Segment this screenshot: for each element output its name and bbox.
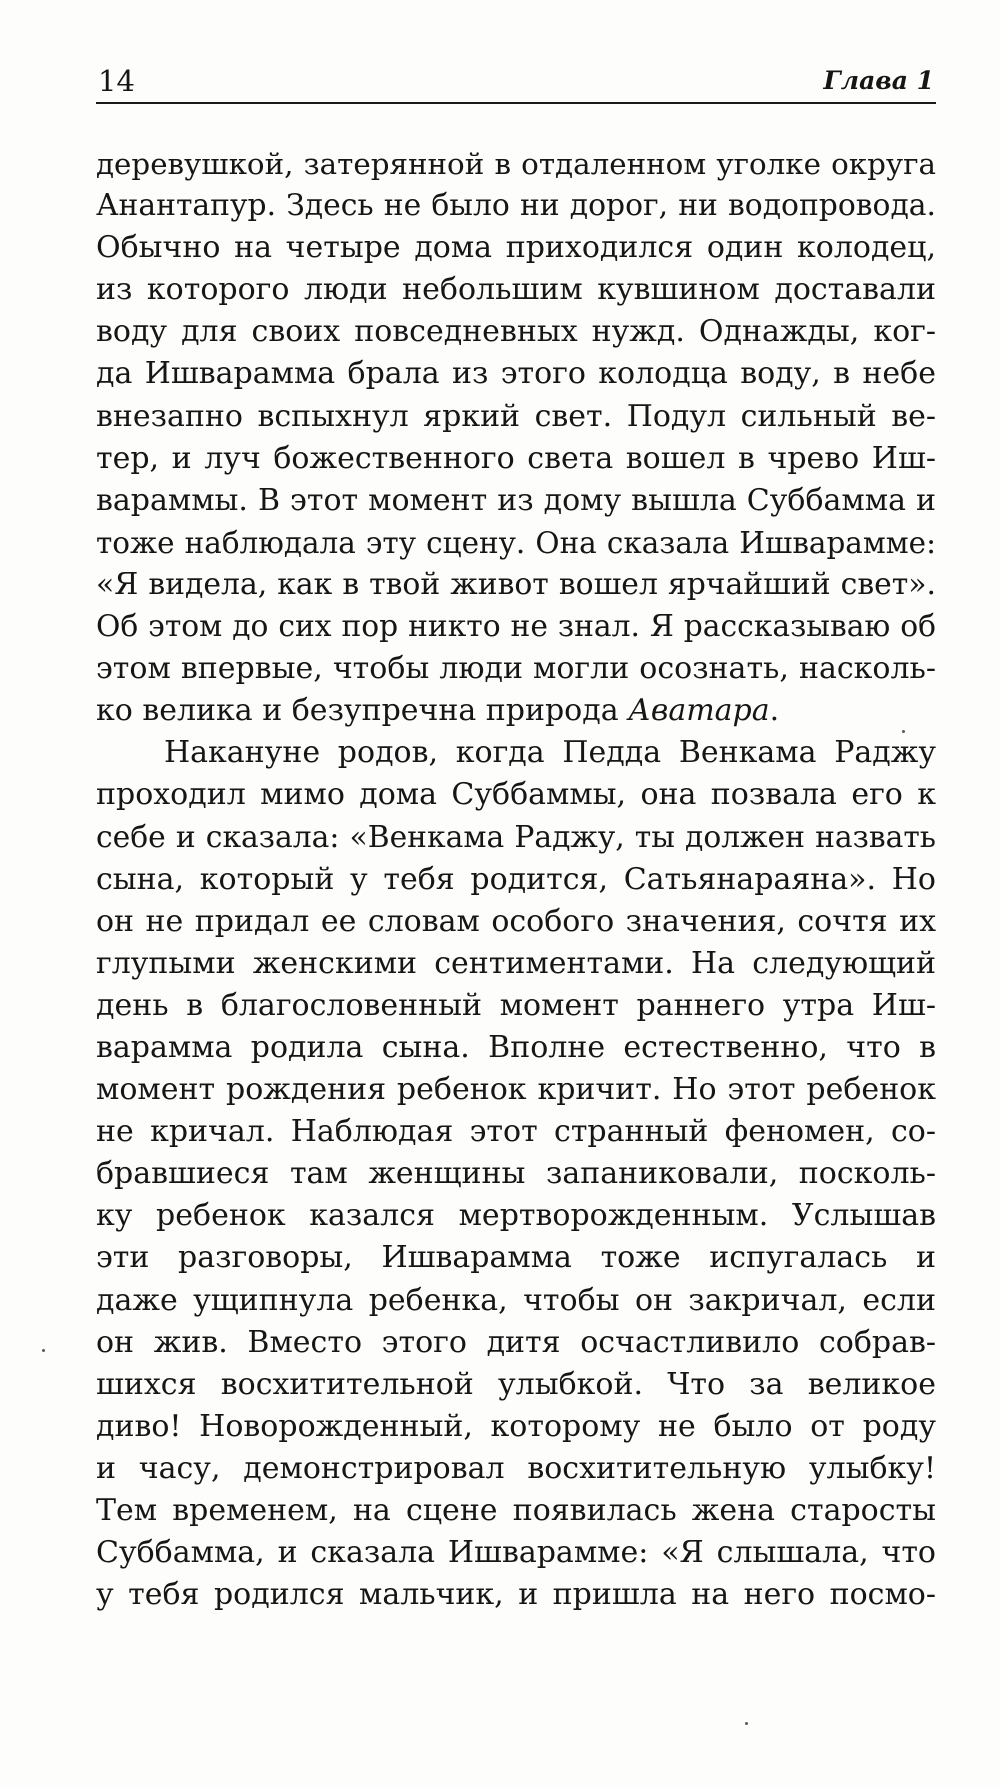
paragraph-1 bbox=[96, 143, 936, 732]
print-speck bbox=[902, 730, 905, 733]
text-line-last bbox=[96, 690, 936, 732]
paragraph-2 bbox=[96, 732, 936, 1616]
text-fragment: ко велика и безупречна природа bbox=[96, 693, 629, 729]
emphasis-word: Аватара bbox=[628, 693, 770, 729]
text-line: день в благословенный момент раннего утра Иш- bbox=[96, 987, 936, 1023]
text-line: из которого люди небольшим кувшином доставали bbox=[96, 272, 936, 308]
text-line: тер, и луч божественного света вошел в чрево Иш- bbox=[96, 440, 936, 476]
text-line: тоже наблюдала эту сцену. Она сказала Ишварамме: bbox=[96, 525, 936, 560]
text-line: эти разговоры, Ишварамма тоже испугалась и bbox=[96, 1240, 936, 1276]
running-header bbox=[96, 58, 936, 104]
text-line: сына, который у тебя родится, Сатьянараяна». Но bbox=[96, 861, 936, 897]
text-line: вараммы. В этот момент из дому вышла Суббамма и bbox=[96, 482, 936, 518]
text-line: даже ущипнула ребенка, чтобы он закричал, если bbox=[96, 1282, 936, 1318]
text-line: внезапно вспыхнул яркий свет. Подул сильный ве- bbox=[96, 398, 936, 434]
text-line: он не придал ее словам особого значения, сочтя их bbox=[96, 903, 936, 939]
text-line: Обычно на четыре дома приходился один колодец, bbox=[96, 230, 936, 266]
text-line: и часу, демонстрировал восхитительную улыбку! bbox=[96, 1450, 936, 1486]
text-line: воду для своих повседневных нужд. Однажды, ког- bbox=[96, 314, 936, 350]
text-line: этом впервые, чтобы люди могли осознать, насколь- bbox=[96, 651, 936, 687]
text-line: Тем временем, на сцене появилась жена старосты bbox=[96, 1493, 936, 1528]
text-line: он жив. Вместо этого дитя осчастливило собрав- bbox=[96, 1324, 936, 1360]
print-speck bbox=[42, 1349, 45, 1352]
text-line: варамма родила сына. Вполне естественно, что в bbox=[96, 1029, 936, 1065]
chapter-title: Глава 1 bbox=[823, 66, 934, 95]
text-line: «Я видела, как в твой живот вошел ярчайший свет». bbox=[96, 566, 936, 602]
print-speck bbox=[745, 1722, 748, 1725]
text-line: момент рождения ребенок кричит. Но этот ребенок bbox=[96, 1072, 936, 1108]
text-line-first: Накануне родов, когда Педда Венкама Раджу bbox=[164, 735, 936, 771]
text-line: деревушкой, затерянной в отдаленном уголке округа bbox=[96, 147, 936, 181]
text-line: ку ребенок казался мертворожденным. Услышав bbox=[96, 1198, 936, 1234]
body-text bbox=[96, 143, 936, 1616]
text-line: проходил мимо дома Суббаммы, она позвала его к bbox=[96, 777, 936, 813]
text-line: Суббамма, и сказала Ишварамме: «Я слышала, что bbox=[96, 1535, 936, 1571]
text-line: да Ишварамма брала из этого колодца воду, в небе bbox=[96, 356, 936, 392]
text-line: Об этом до сих пор никто не знал. Я рассказываю об bbox=[96, 609, 936, 645]
text-fragment: . bbox=[769, 693, 780, 729]
text-line: себе и сказала: «Венкама Раджу, ты должен назвать bbox=[96, 819, 936, 855]
text-line: глупыми женскими сентиментами. На следующий bbox=[96, 945, 936, 981]
text-line: Анантапур. Здесь не было ни дорог, ни водопровода. bbox=[96, 188, 936, 224]
text-line: у тебя родился мальчик, и пришла на него посмо- bbox=[96, 1577, 936, 1613]
text-line: бравшиеся там женщины запаниковали, посколь- bbox=[96, 1156, 936, 1192]
page-number: 14 bbox=[98, 64, 135, 98]
text-line: диво! Новорожденный, которому не было от роду bbox=[96, 1408, 936, 1444]
text-line: не кричал. Наблюдая этот странный феномен, со- bbox=[96, 1114, 936, 1150]
text-line: шихся восхитительной улыбкой. Что за великое bbox=[96, 1366, 936, 1402]
